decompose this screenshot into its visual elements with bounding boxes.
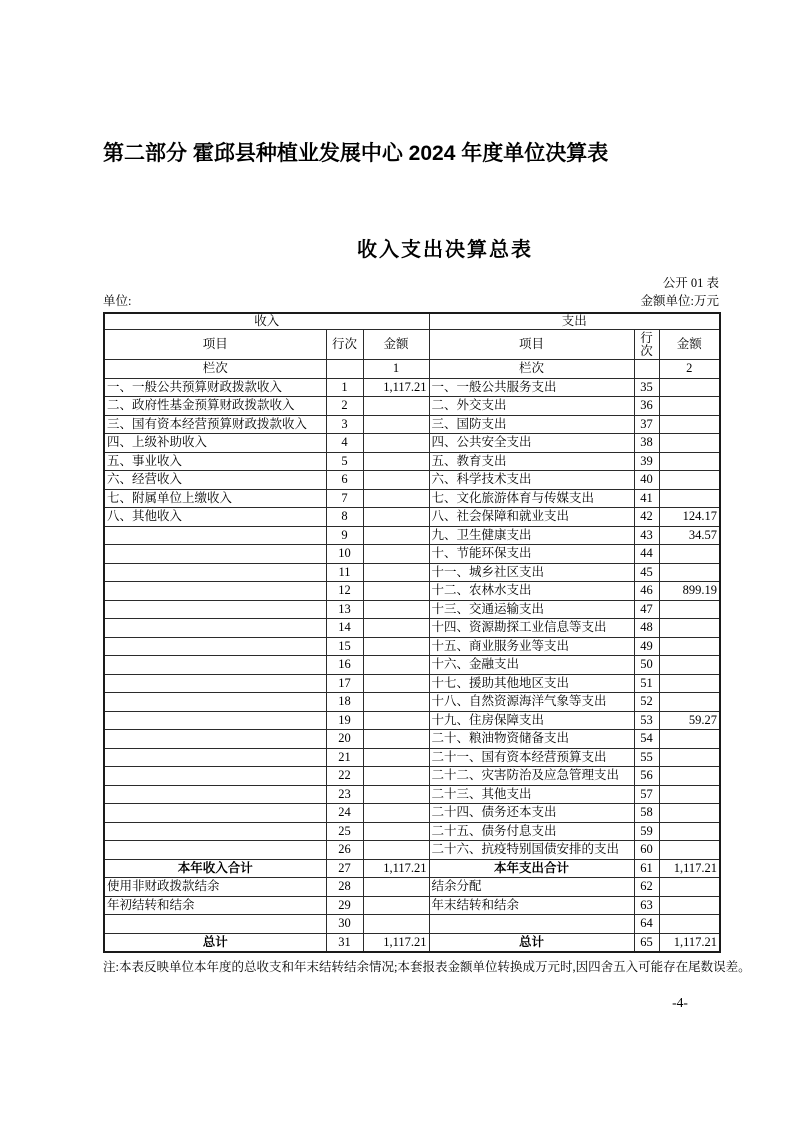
expense-item-cell: 总计 — [429, 933, 634, 952]
income-line-cell: 30 — [326, 915, 363, 934]
expense-line-cell: 61 — [634, 859, 659, 878]
expense-item-cell: 九、卫生健康支出 — [429, 526, 634, 545]
table-row — [104, 822, 720, 841]
expense-line-cell: 64 — [634, 915, 659, 934]
income-line-cell: 12 — [326, 582, 363, 601]
income-item-cell: 四、上级补助收入 — [104, 434, 326, 453]
income-amount-cell — [363, 785, 429, 804]
table-row — [104, 489, 720, 508]
income-amount-cell — [363, 693, 429, 712]
expense-line-header: 行次 — [634, 330, 659, 360]
table-row — [104, 415, 720, 434]
expense-item-cell: 二十六、抗疫特别国债安排的支出 — [429, 841, 634, 860]
footnote: 注:本表反映单位本年度的总收支和年末结转结余情况;本套报表金额单位转换成万元时,因四舍五入可能存在尾数误差。 — [103, 960, 751, 974]
unit-label: 单位: — [103, 294, 132, 308]
income-amount-cell — [363, 619, 429, 638]
income-amount-cell — [363, 711, 429, 730]
income-item-cell — [104, 915, 326, 934]
income-item-cell: 七、附属单位上缴收入 — [104, 489, 326, 508]
expense-amount-cell — [659, 378, 720, 397]
income-amount-cell — [363, 804, 429, 823]
income-item-cell: 五、事业收入 — [104, 452, 326, 471]
income-line-cell: 17 — [326, 674, 363, 693]
table-row — [104, 730, 720, 749]
expense-amount-cell — [659, 674, 720, 693]
expense-amount-cell — [659, 637, 720, 656]
expense-amount-cell — [659, 397, 720, 416]
expense-item-cell: 十六、金融支出 — [429, 656, 634, 675]
income-expense-summary-table — [103, 312, 721, 953]
expense-amount-cell: 34.57 — [659, 526, 720, 545]
income-item-cell — [104, 767, 326, 786]
income-amount-cell — [363, 748, 429, 767]
income-item-cell — [104, 619, 326, 638]
income-line-cell: 11 — [326, 563, 363, 582]
table-row — [104, 859, 720, 878]
income-item-cell — [104, 582, 326, 601]
expense-amount-cell — [659, 489, 720, 508]
expense-amount-cell — [659, 748, 720, 767]
income-amount-cell — [363, 582, 429, 601]
income-item-cell — [104, 748, 326, 767]
expense-amount-header: 金额 — [659, 330, 720, 360]
income-line-cell: 20 — [326, 730, 363, 749]
income-line-cell: 27 — [326, 859, 363, 878]
income-line-cell: 14 — [326, 619, 363, 638]
income-item-cell — [104, 693, 326, 712]
income-item-cell: 年初结转和结余 — [104, 896, 326, 915]
table-row — [104, 471, 720, 490]
expense-item-cell: 十五、商业服务业等支出 — [429, 637, 634, 656]
expense-line-cell: 50 — [634, 656, 659, 675]
expense-line-cell: 45 — [634, 563, 659, 582]
expense-line-cell: 41 — [634, 489, 659, 508]
income-line-cell: 5 — [326, 452, 363, 471]
income-amount-cell — [363, 545, 429, 564]
income-amount-cell — [363, 434, 429, 453]
part-title: 第二部分 霍邱县种植业发展中心 2024 年度单位决算表 — [103, 142, 609, 165]
income-item-cell: 总计 — [104, 933, 326, 952]
income-amount-cell: 1,117.21 — [363, 933, 429, 952]
expense-line-cell: 54 — [634, 730, 659, 749]
expense-amount-cell — [659, 656, 720, 675]
expense-line-cell: 48 — [634, 619, 659, 638]
income-item-cell — [104, 785, 326, 804]
form-code-label: 公开 01 表 — [662, 276, 719, 290]
income-amount-cell — [363, 471, 429, 490]
expense-item-cell: 十八、自然资源海洋气象等支出 — [429, 693, 634, 712]
income-item-cell — [104, 563, 326, 582]
income-section-header: 收入 — [104, 313, 429, 330]
income-line-cell: 28 — [326, 878, 363, 897]
expense-item-cell: 本年支出合计 — [429, 859, 634, 878]
income-item-cell: 本年收入合计 — [104, 859, 326, 878]
table-row — [104, 674, 720, 693]
expense-line-cell: 51 — [634, 674, 659, 693]
expense-item-cell: 四、公共安全支出 — [429, 434, 634, 453]
expense-item-cell: 结余分配 — [429, 878, 634, 897]
income-line-cell: 31 — [326, 933, 363, 952]
income-item-cell — [104, 674, 326, 693]
expense-item-cell: 八、社会保障和就业支出 — [429, 508, 634, 527]
table-row — [104, 434, 720, 453]
expense-item-cell: 二十、粮油物资储备支出 — [429, 730, 634, 749]
table-row — [104, 841, 720, 860]
expense-amount-cell — [659, 434, 720, 453]
income-item-cell — [104, 656, 326, 675]
income-amount-cell — [363, 878, 429, 897]
income-line-cell: 18 — [326, 693, 363, 712]
income-amount-cell — [363, 767, 429, 786]
table-title: 收入支出决算总表 — [357, 239, 533, 261]
expense-item-cell: 二、外交支出 — [429, 397, 634, 416]
expense-item-cell: 二十三、其他支出 — [429, 785, 634, 804]
table-row — [104, 785, 720, 804]
summary-table-body — [104, 313, 720, 952]
income-line-cell: 7 — [326, 489, 363, 508]
expense-item-cell: 十、节能环保支出 — [429, 545, 634, 564]
expense-line-cell: 44 — [634, 545, 659, 564]
expense-line-cell: 40 — [634, 471, 659, 490]
income-amount-cell: 1,117.21 — [363, 378, 429, 397]
expense-line-cell: 36 — [634, 397, 659, 416]
table-row — [104, 896, 720, 915]
expense-amount-cell — [659, 545, 720, 564]
expense-item-cell: 六、科学技术支出 — [429, 471, 634, 490]
income-item-cell — [104, 600, 326, 619]
expense-amount-cell — [659, 804, 720, 823]
expense-item-cell: 十二、农林水支出 — [429, 582, 634, 601]
table-row — [104, 933, 720, 952]
expense-line-cell: 65 — [634, 933, 659, 952]
income-line-header: 行次 — [326, 330, 363, 360]
table-row — [104, 619, 720, 638]
income-amount-cell — [363, 397, 429, 416]
expense-item-cell: 五、教育支出 — [429, 452, 634, 471]
expense-amount-cell: 59.27 — [659, 711, 720, 730]
expense-line-cell: 52 — [634, 693, 659, 712]
expense-amount-cell — [659, 878, 720, 897]
table-row — [104, 693, 720, 712]
table-row — [104, 656, 720, 675]
income-amount-cell — [363, 600, 429, 619]
expense-amount-cell — [659, 785, 720, 804]
income-column-index-label: 栏次 — [104, 360, 326, 379]
income-line-cell: 15 — [326, 637, 363, 656]
expense-item-cell: 二十一、国有资本经营预算支出 — [429, 748, 634, 767]
expense-amount-cell — [659, 600, 720, 619]
column-index-row — [104, 360, 720, 379]
section-header-row — [104, 313, 720, 330]
income-item-cell: 三、国有资本经营预算财政拨款收入 — [104, 415, 326, 434]
income-amount-cell: 1,117.21 — [363, 859, 429, 878]
income-line-cell: 21 — [326, 748, 363, 767]
income-item-cell: 六、经营收入 — [104, 471, 326, 490]
income-line-cell: 26 — [326, 841, 363, 860]
expense-item-cell: 二十五、债务付息支出 — [429, 822, 634, 841]
income-item-cell — [104, 730, 326, 749]
income-amount-cell — [363, 915, 429, 934]
income-line-cell: 22 — [326, 767, 363, 786]
income-line-index-cell — [326, 360, 363, 379]
income-item-cell — [104, 545, 326, 564]
expense-item-cell: 三、国防支出 — [429, 415, 634, 434]
expense-amount-cell — [659, 915, 720, 934]
expense-amount-cell: 124.17 — [659, 508, 720, 527]
table-row — [104, 508, 720, 527]
income-amount-cell — [363, 508, 429, 527]
income-amount-cell — [363, 822, 429, 841]
income-line-cell: 16 — [326, 656, 363, 675]
table-row — [104, 545, 720, 564]
expense-amount-cell — [659, 767, 720, 786]
income-amount-cell — [363, 730, 429, 749]
expense-column-index-label: 栏次 — [429, 360, 634, 379]
meta-row — [103, 293, 719, 309]
income-line-cell: 1 — [326, 378, 363, 397]
table-row — [104, 378, 720, 397]
income-line-cell: 24 — [326, 804, 363, 823]
income-line-cell: 25 — [326, 822, 363, 841]
expense-line-cell: 42 — [634, 508, 659, 527]
income-item-cell — [104, 526, 326, 545]
expense-amount-cell — [659, 471, 720, 490]
page-number: -4- — [672, 995, 688, 1010]
income-item-cell: 八、其他收入 — [104, 508, 326, 527]
expense-amount-cell — [659, 841, 720, 860]
table-row — [104, 397, 720, 416]
expense-item-cell: 十三、交通运输支出 — [429, 600, 634, 619]
income-line-cell: 4 — [326, 434, 363, 453]
income-amount-header: 金额 — [363, 330, 429, 360]
expense-amount-cell: 1,117.21 — [659, 859, 720, 878]
expense-line-cell: 62 — [634, 878, 659, 897]
expense-amount-cell — [659, 415, 720, 434]
expense-line-cell: 56 — [634, 767, 659, 786]
expense-line-cell: 47 — [634, 600, 659, 619]
expense-item-cell: 二十四、债务还本支出 — [429, 804, 634, 823]
expense-item-cell: 十四、资源勘探工业信息等支出 — [429, 619, 634, 638]
expense-item-header: 项目 — [429, 330, 634, 360]
expense-line-cell: 38 — [634, 434, 659, 453]
expense-line-cell: 59 — [634, 822, 659, 841]
expense-item-cell: 一、一般公共服务支出 — [429, 378, 634, 397]
income-amount-cell — [363, 896, 429, 915]
table-row — [104, 637, 720, 656]
income-item-cell — [104, 711, 326, 730]
income-item-cell: 一、一般公共预算财政拨款收入 — [104, 378, 326, 397]
expense-line-cell: 46 — [634, 582, 659, 601]
income-amount-cell — [363, 563, 429, 582]
expense-amount-cell — [659, 822, 720, 841]
income-item-cell — [104, 637, 326, 656]
expense-amount-cell — [659, 730, 720, 749]
expense-amount-cell — [659, 563, 720, 582]
income-line-cell: 19 — [326, 711, 363, 730]
income-amount-cell — [363, 637, 429, 656]
expense-column-index: 2 — [659, 360, 720, 379]
expense-line-cell: 43 — [634, 526, 659, 545]
amount-unit-label: 金额单位:万元 — [640, 294, 719, 308]
expense-line-cell: 37 — [634, 415, 659, 434]
income-item-cell — [104, 841, 326, 860]
income-line-cell: 29 — [326, 896, 363, 915]
income-amount-cell — [363, 526, 429, 545]
expense-line-cell: 35 — [634, 378, 659, 397]
expense-item-cell: 年末结转和结余 — [429, 896, 634, 915]
expense-line-cell: 58 — [634, 804, 659, 823]
income-line-cell: 13 — [326, 600, 363, 619]
expense-amount-cell — [659, 693, 720, 712]
income-line-cell: 2 — [326, 397, 363, 416]
income-line-cell: 10 — [326, 545, 363, 564]
table-row — [104, 526, 720, 545]
income-amount-cell — [363, 452, 429, 471]
income-line-cell: 3 — [326, 415, 363, 434]
income-item-cell — [104, 804, 326, 823]
income-item-header: 项目 — [104, 330, 326, 360]
expense-item-cell: 七、文化旅游体育与传媒支出 — [429, 489, 634, 508]
income-line-cell: 23 — [326, 785, 363, 804]
income-amount-cell — [363, 841, 429, 860]
table-row — [104, 748, 720, 767]
table-row — [104, 878, 720, 897]
expense-amount-cell — [659, 619, 720, 638]
income-item-cell: 二、政府性基金预算财政拨款收入 — [104, 397, 326, 416]
expense-amount-cell — [659, 452, 720, 471]
income-line-cell: 9 — [326, 526, 363, 545]
expense-line-cell: 53 — [634, 711, 659, 730]
column-header-row — [104, 330, 720, 360]
expense-line-cell: 39 — [634, 452, 659, 471]
income-item-cell: 使用非财政拨款结余 — [104, 878, 326, 897]
expense-item-cell: 二十二、灾害防治及应急管理支出 — [429, 767, 634, 786]
expense-line-cell: 60 — [634, 841, 659, 860]
expense-section-header: 支出 — [429, 313, 720, 330]
income-line-cell: 8 — [326, 508, 363, 527]
expense-line-cell: 49 — [634, 637, 659, 656]
table-row — [104, 452, 720, 471]
table-row — [104, 804, 720, 823]
income-line-cell: 6 — [326, 471, 363, 490]
table-row — [104, 600, 720, 619]
income-amount-cell — [363, 656, 429, 675]
table-row — [104, 563, 720, 582]
expense-line-cell: 63 — [634, 896, 659, 915]
expense-item-cell — [429, 915, 634, 934]
income-column-index: 1 — [363, 360, 429, 379]
table-row — [104, 915, 720, 934]
income-item-cell — [104, 822, 326, 841]
income-amount-cell — [363, 489, 429, 508]
expense-line-cell: 55 — [634, 748, 659, 767]
expense-amount-cell — [659, 896, 720, 915]
table-row — [104, 767, 720, 786]
expense-item-cell: 十九、住房保障支出 — [429, 711, 634, 730]
expense-line-index-cell — [634, 360, 659, 379]
table-row — [104, 711, 720, 730]
expense-amount-cell: 1,117.21 — [659, 933, 720, 952]
expense-item-cell: 十七、援助其他地区支出 — [429, 674, 634, 693]
income-amount-cell — [363, 674, 429, 693]
table-row — [104, 582, 720, 601]
expense-amount-cell: 899.19 — [659, 582, 720, 601]
income-amount-cell — [363, 415, 429, 434]
expense-line-cell: 57 — [634, 785, 659, 804]
expense-item-cell: 十一、城乡社区支出 — [429, 563, 634, 582]
